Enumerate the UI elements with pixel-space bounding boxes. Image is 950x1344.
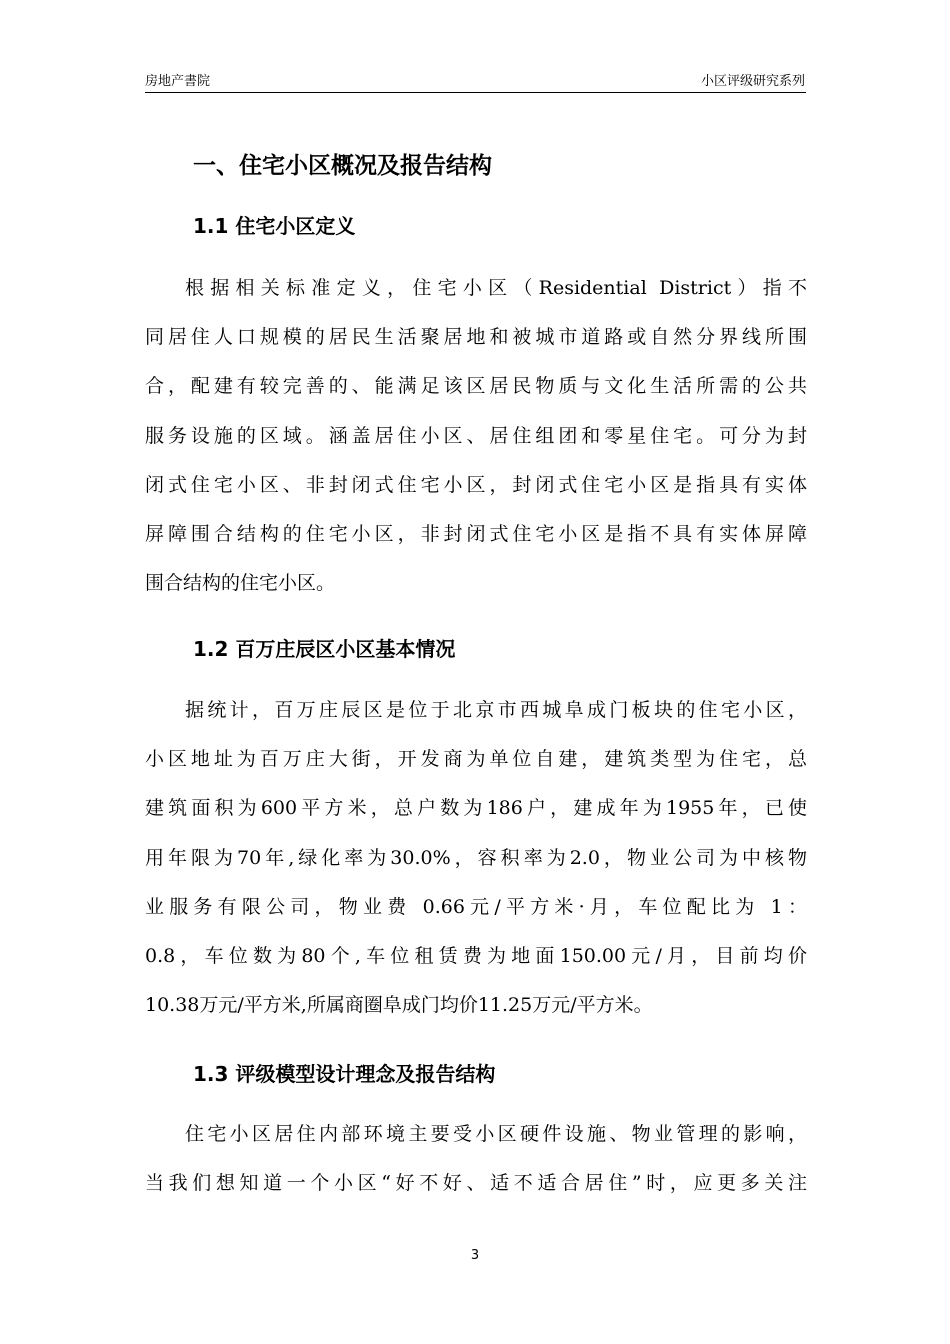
paragraph-line: 同居住人口规模的居民生活聚居地和被城市道路或自然分界线所围	[145, 326, 807, 349]
heading-1-3: 1.3 评级模型设计理念及报告结构	[193, 1062, 496, 1086]
paragraph-line: 闭式住宅小区、非封闭式住宅小区，封闭式住宅小区是指具有实体	[145, 473, 807, 496]
paragraph-line: 住宅小区居住内部环境主要受小区硬件设施、物业管理的影响，	[185, 1123, 807, 1145]
page-number: 3	[470, 1248, 480, 1263]
paragraph-line: 据统计，百万庄辰区是位于北京市西城阜成门板块的住宅小区，	[185, 699, 807, 721]
heading-1-2: 1.2 百万庄辰区小区基本情况	[193, 637, 456, 661]
paragraph-1-1	[145, 264, 807, 608]
paragraph-line: 用年限为70年,绿化率为30.0%，容积率为2.0，物业公司为中核物	[145, 846, 807, 869]
paragraph-1-3	[145, 1110, 807, 1208]
paragraph-line: 围合结构的住宅小区。	[145, 572, 336, 595]
page-header	[145, 70, 805, 90]
paragraph-line: 屏障围合结构的住宅小区，非封闭式住宅小区是指不具有实体屏障	[145, 522, 807, 545]
paragraph-line: 合，配建有较完善的、能满足该区居民物质与文化生活所需的公共	[145, 375, 807, 398]
paragraph-line: 根据相关标准定义，住宅小区（Residential District）指不	[185, 277, 807, 299]
paragraph-line: 10.38万元/平方米,所属商圈阜成门均价11.25万元/平方米。	[145, 994, 653, 1017]
header-rule	[145, 92, 806, 93]
paragraph-line: 建筑面积为600平方米，总户数为186户，建成年为1955年，已使	[145, 797, 807, 820]
paragraph-line: 当我们想知道一个小区“好不好、适不适合居住”时，应更多关注	[145, 1172, 807, 1195]
heading-1-1: 1.1 住宅小区定义	[193, 214, 356, 238]
header-right-text: 小区评级研究系列	[700, 74, 805, 89]
paragraph-line: 0.8，车位数为80个,车位租赁费为地面150.00元/月，目前均价	[145, 944, 807, 967]
paragraph-line: 小区地址为百万庄大街，开发商为单位自建，建筑类型为住宅，总	[145, 748, 807, 771]
section-title: 一、住宅小区概况及报告结构	[193, 153, 492, 179]
header-left-text: 房地产書院	[145, 74, 211, 89]
paragraph-line: 业服务有限公司，物业费 0.66元/平方米·月，车位配比为 1：	[145, 895, 807, 918]
paragraph-line: 服务设施的区域。涵盖居住小区、居住组团和零星住宅。可分为封	[145, 424, 807, 447]
paragraph-1-2	[145, 686, 807, 1030]
